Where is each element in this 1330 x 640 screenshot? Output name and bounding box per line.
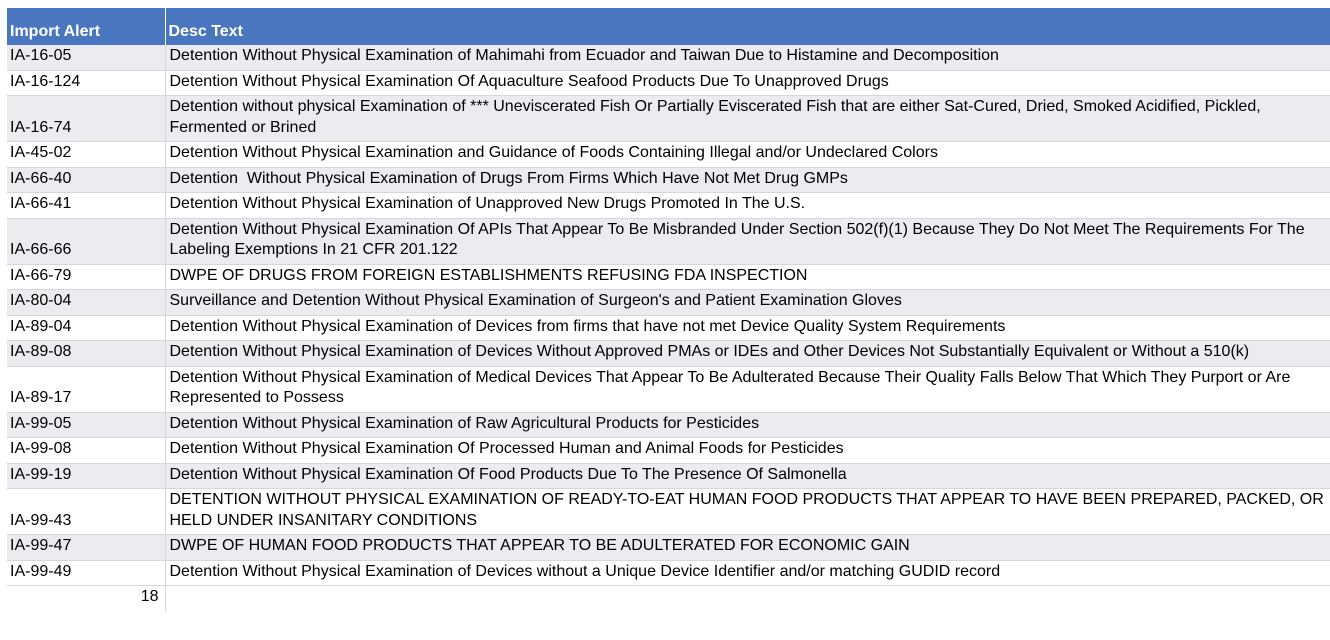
table-row (7, 218, 1330, 264)
header-row (7, 8, 1330, 45)
import-alert-cell[interactable]: IA-66-79 (7, 264, 165, 290)
desc-text-cell[interactable]: Surveillance and Detention Without Physical Examination of Surgeon's and Patient Examination Gloves (165, 290, 1330, 316)
desc-text-cell[interactable]: Detention Without Physical Examination Of Food Products Due To The Presence Of Salmonella (165, 463, 1330, 489)
count-row (7, 586, 1330, 611)
import-alert-cell[interactable]: IA-99-08 (7, 438, 165, 464)
desc-text-cell[interactable]: Detention Without Physical Examination of Raw Agricultural Products for Pesticides (165, 412, 1330, 438)
desc-text-cell[interactable]: Detention without physical Examination of *** Uneviscerated Fish Or Partially Eviscerated Fish that are either Sat-Cured, Dried, Smoked Acidified, Pickled, Fermented or Brined (165, 96, 1330, 142)
desc-text-cell[interactable]: Detention Without Physical Examination of Unapproved New Drugs Promoted In The U.S. (165, 193, 1330, 219)
column-header-desc-text[interactable]: Desc Text (165, 8, 1330, 45)
table-row (7, 489, 1330, 535)
import-alert-cell[interactable]: IA-99-19 (7, 463, 165, 489)
table-row (7, 535, 1330, 561)
table-row (7, 142, 1330, 168)
table-row (7, 167, 1330, 193)
desc-text-cell[interactable]: Detention Without Physical Examination Of Processed Human and Animal Foods for Pesticides (165, 438, 1330, 464)
table-row (7, 193, 1330, 219)
table-row (7, 341, 1330, 367)
table-row (7, 96, 1330, 142)
table-row (7, 264, 1330, 290)
table-row (7, 463, 1330, 489)
import-alert-cell[interactable]: IA-16-124 (7, 70, 165, 96)
desc-text-cell[interactable]: Detention Without Physical Examination of Drugs From Firms Which Have Not Met Drug GMPs (165, 167, 1330, 193)
import-alert-cell[interactable]: IA-89-04 (7, 315, 165, 341)
table-row (7, 290, 1330, 316)
import-alert-cell[interactable]: IA-99-47 (7, 535, 165, 561)
import-alerts-table (7, 8, 1330, 611)
import-alert-cell[interactable]: IA-66-41 (7, 193, 165, 219)
desc-text-cell[interactable]: Detention Without Physical Examination of Medical Devices That Appear To Be Adulterated Because Their Quality Falls Below That Which They Purport or Are Represented to Possess (165, 366, 1330, 412)
row-count: 18 (140, 588, 159, 605)
desc-text-cell[interactable]: Detention Without Physical Examination of Devices Without Approved PMAs or IDEs and Other Devices Not Substantially Equivalent or Without a 510(k) (165, 341, 1330, 367)
import-alert-cell[interactable]: IA-99-49 (7, 560, 165, 586)
table-row (7, 315, 1330, 341)
import-alert-cell[interactable]: IA-66-40 (7, 167, 165, 193)
import-alert-cell[interactable]: IA-89-17 (7, 366, 165, 412)
desc-text-cell[interactable]: Detention Without Physical Examination of Devices without a Unique Device Identifier and/or matching GUDID record (165, 560, 1330, 586)
import-alert-cell[interactable]: IA-80-04 (7, 290, 165, 316)
desc-text-cell[interactable]: DETENTION WITHOUT PHYSICAL EXAMINATION OF READY-TO-EAT HUMAN FOOD PRODUCTS THAT APPEAR TO HAVE BEEN PREPARED, PACKED, OR HELD UNDER INSANITARY CONDITIONS (165, 489, 1330, 535)
import-alert-cell[interactable]: IA-99-05 (7, 412, 165, 438)
import-alert-cell[interactable]: IA-16-74 (7, 96, 165, 142)
import-alert-cell[interactable]: IA-66-66 (7, 218, 165, 264)
desc-text-cell[interactable]: Detention Without Physical Examination and Guidance of Foods Containing Illegal and/or Undeclared Colors (165, 142, 1330, 168)
import-alert-cell[interactable]: IA-89-08 (7, 341, 165, 367)
desc-text-cell[interactable]: Detention Without Physical Examination of Mahimahi from Ecuador and Taiwan Due to Histamine and Decomposition (165, 45, 1330, 70)
table-row (7, 45, 1330, 70)
count-cell[interactable] (7, 586, 165, 611)
import-alert-cell[interactable]: IA-16-05 (7, 45, 165, 70)
desc-text-cell[interactable]: DWPE OF DRUGS FROM FOREIGN ESTABLISHMENTS REFUSING FDA INSPECTION (165, 264, 1330, 290)
empty-cell[interactable] (165, 586, 1330, 611)
import-alert-cell[interactable]: IA-99-43 (7, 489, 165, 535)
table-row (7, 366, 1330, 412)
table-row (7, 560, 1330, 586)
desc-text-cell[interactable]: DWPE OF HUMAN FOOD PRODUCTS THAT APPEAR TO BE ADULTERATED FOR ECONOMIC GAIN (165, 535, 1330, 561)
column-header-import-alert[interactable]: Import Alert (7, 8, 165, 45)
table-row (7, 412, 1330, 438)
desc-text-cell[interactable]: Detention Without Physical Examination Of Aquaculture Seafood Products Due To Unapproved Drugs (165, 70, 1330, 96)
table-row (7, 70, 1330, 96)
table-row (7, 438, 1330, 464)
desc-text-cell[interactable]: Detention Without Physical Examination Of APIs That Appear To Be Misbranded Under Section 502(f)(1) Because They Do Not Meet The Requirements For The Labeling Exemptions In 21 CFR 201.122 (165, 218, 1330, 264)
import-alert-cell[interactable]: IA-45-02 (7, 142, 165, 168)
desc-text-cell[interactable]: Detention Without Physical Examination of Devices from firms that have not met Device Quality System Requirements (165, 315, 1330, 341)
